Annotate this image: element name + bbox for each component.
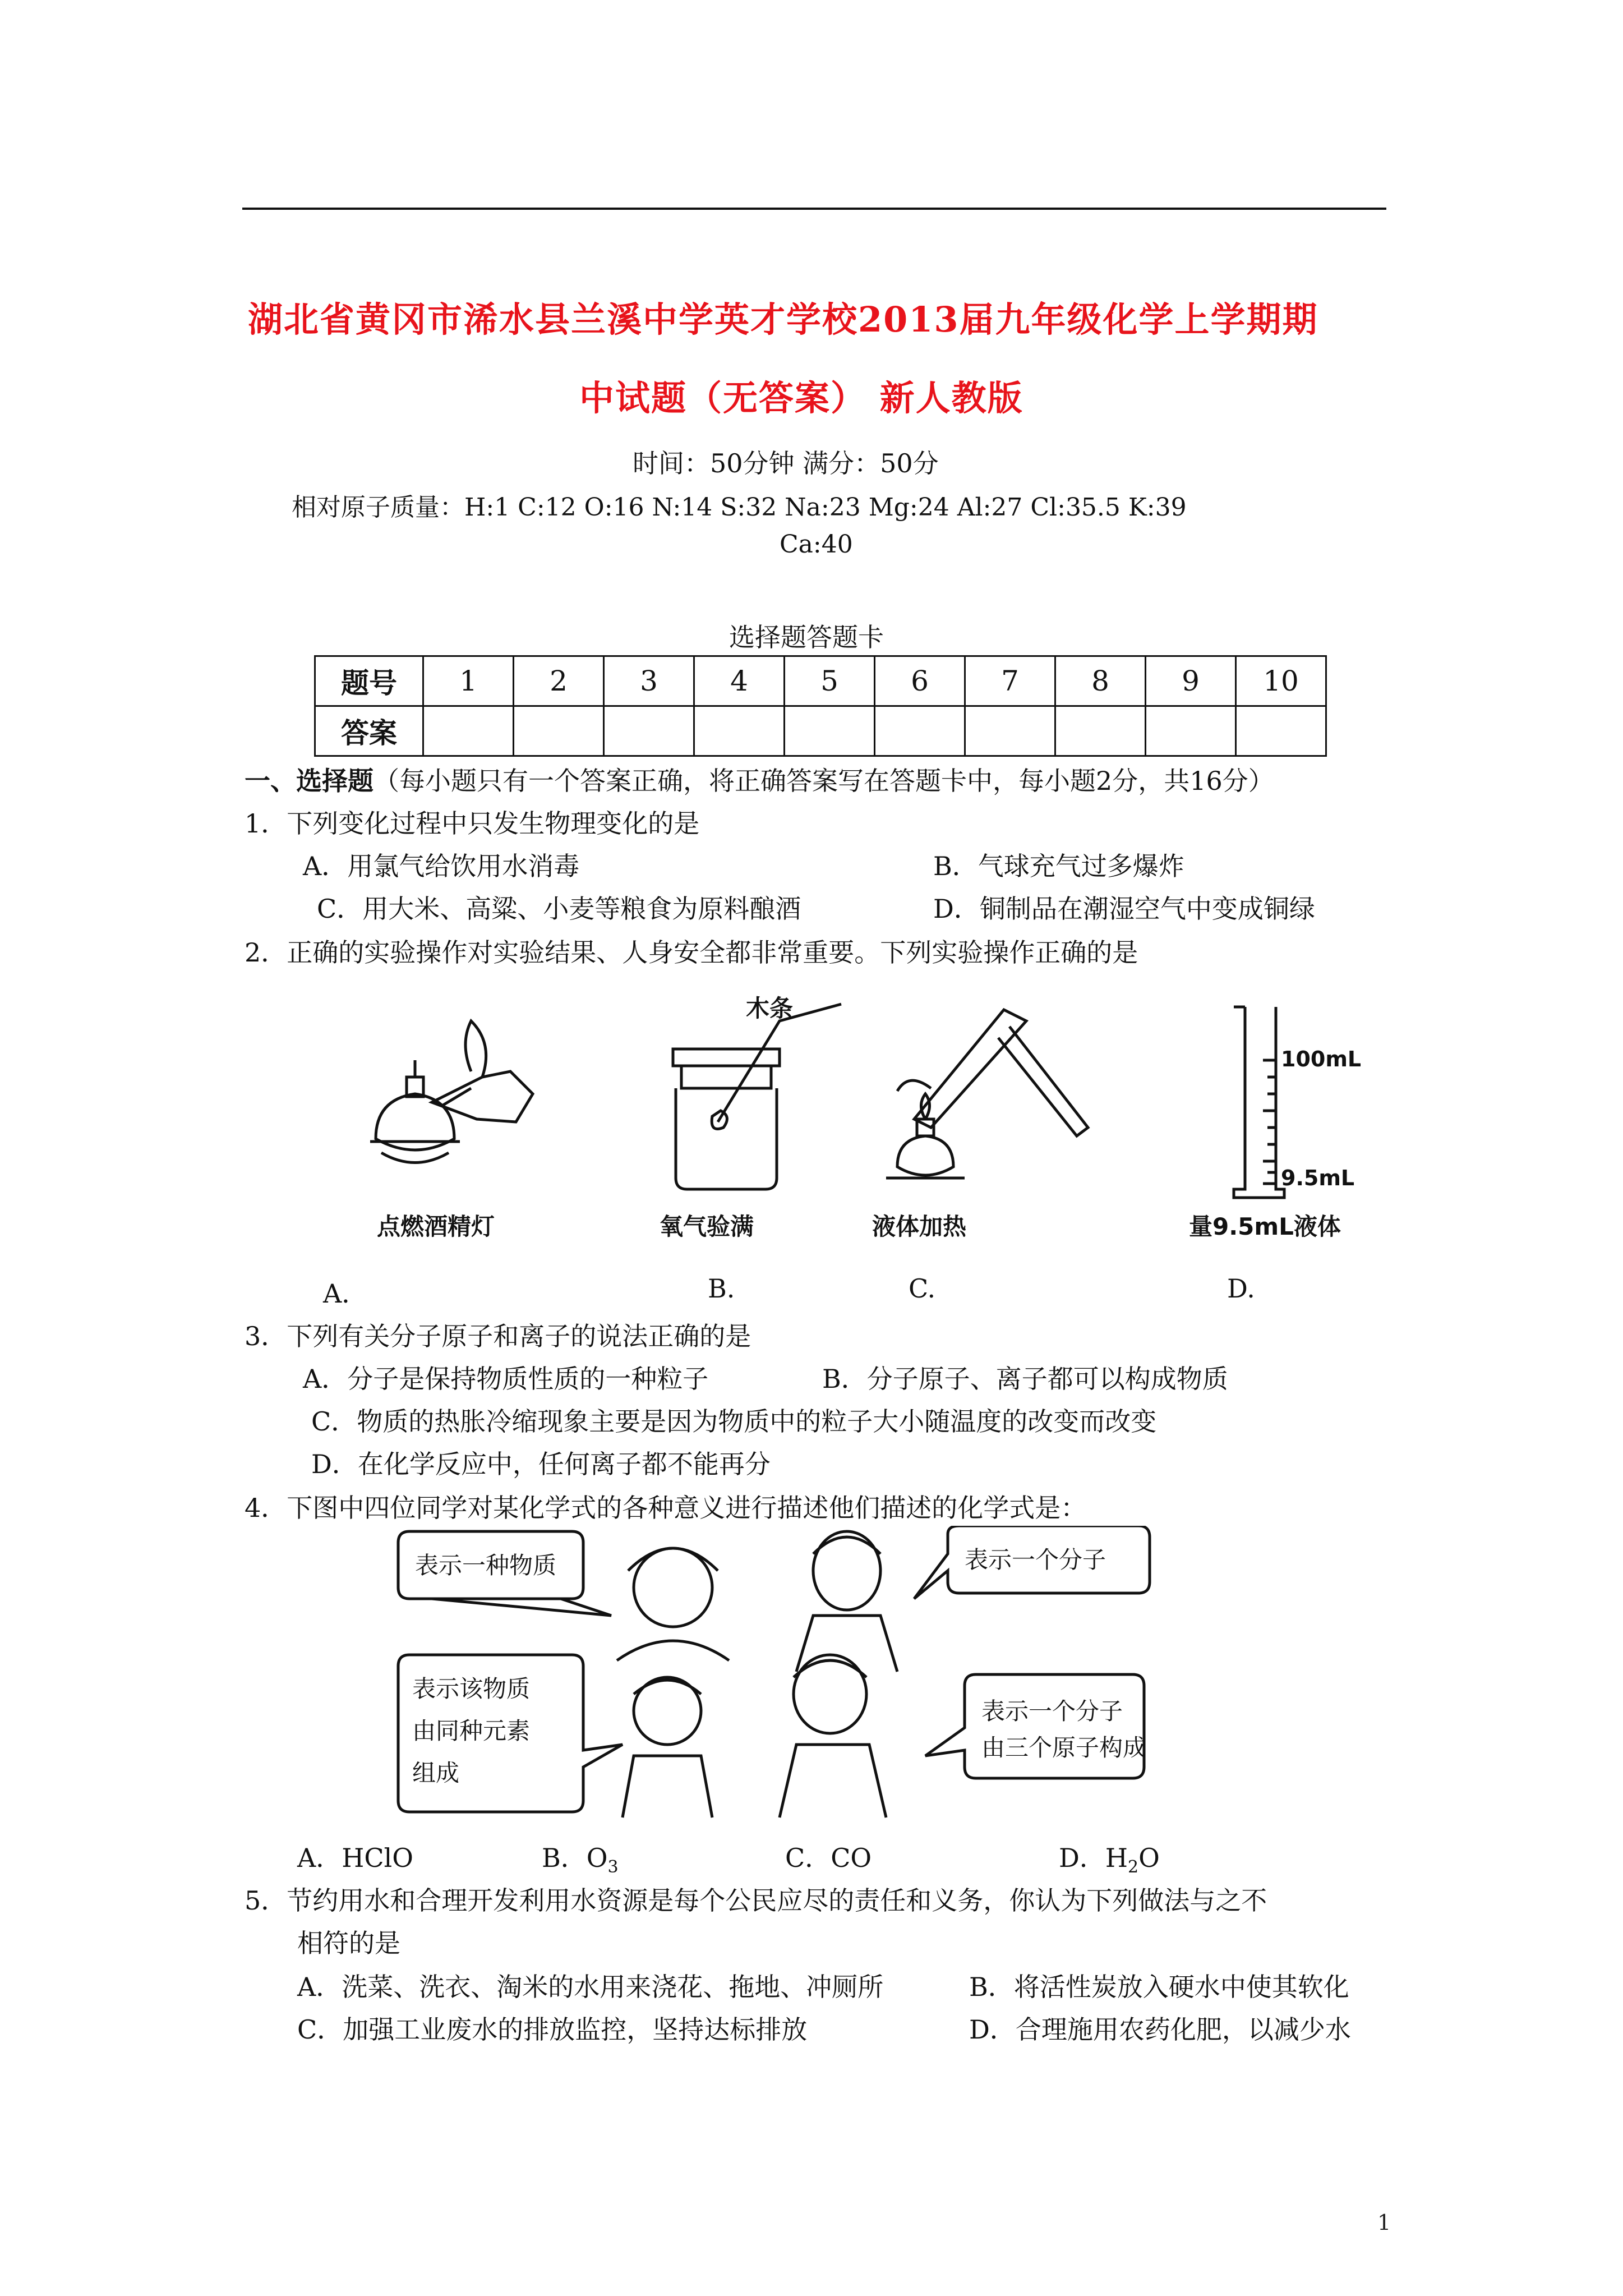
q4-option-b	[542, 1838, 619, 1877]
q3-option-a: A．分子是保持物质性质的一种粒子	[303, 1364, 709, 1394]
q2-option-d: D.	[1227, 1273, 1255, 1304]
number-cell: 6	[875, 656, 965, 706]
answer-header-cell: 答案	[315, 706, 423, 756]
section-1-heading-note: （每小题只有一个答案正确，将正确答案写在答题卡中，每小题2分，共16分）	[374, 766, 1274, 796]
q4-option-b-text: B．O	[542, 1843, 608, 1873]
q2-option-a: A．	[323, 1278, 368, 1309]
answer-cell[interactable]	[1055, 706, 1146, 756]
q4-option-d-subscript: 2	[1128, 1857, 1139, 1878]
answer-card-table	[314, 655, 1327, 757]
q1-option-d: D．铜制品在潮湿空气中变成铜绿	[933, 894, 1315, 924]
title-line-2: 中试题（无答案） 新人教版	[579, 378, 1023, 418]
bubble-2-text: 表示一个分子	[965, 1546, 1106, 1573]
q2-stem: 2．正确的实验操作对实验结果、人身安全都非常重要。下列实验操作正确的是	[245, 937, 1138, 968]
answer-cell[interactable]	[965, 706, 1055, 756]
title-line-1: 湖北省黄冈市浠水县兰溪中学英才学校2013届九年级化学上学期期	[248, 299, 1318, 340]
bubble-4-text-line-1: 表示一个分子	[981, 1697, 1123, 1725]
heating-liquid-figure	[864, 999, 1099, 1200]
figure-d-caption: 量9.5mL液体	[1189, 1213, 1341, 1240]
q5-option-b: B．将活性炭放入硬水中使其软化	[969, 1972, 1349, 2002]
bubble-4-text-line-2: 由三个原子构成	[981, 1734, 1147, 1761]
q4-option-b-subscript: 3	[607, 1857, 619, 1878]
q1-option-b: B．气球充气过多爆炸	[933, 851, 1184, 881]
q3-option-c: C．物质的热胀冷缩现象主要是因为物质中的粒子大小随温度的改变而改变	[311, 1406, 1157, 1437]
answer-cell[interactable]	[1146, 706, 1236, 756]
q3-option-b: B．分子原子、离子都可以构成物质	[822, 1364, 1228, 1394]
q5-stem-line-1: 5．节约用水和合理开发利用水资源是每个公民应尽的责任和义务，你认为下列做法与之不	[245, 1885, 1267, 1916]
q2-option-b: B.	[708, 1273, 735, 1304]
q4-option-d	[1059, 1838, 1160, 1877]
q1-stem: 1．下列变化过程中只发生物理变化的是	[245, 808, 700, 839]
number-cell: 4	[694, 656, 785, 706]
number-cell: 1	[423, 656, 514, 706]
number-cell: 8	[1055, 656, 1146, 706]
bubble-3-text-line-3: 组成	[412, 1759, 460, 1787]
bubble-3-text-line-2: 由同种元素	[412, 1717, 531, 1745]
q5-option-d: D．合理施用农药化肥，以减少水	[969, 2014, 1351, 2045]
answer-cell[interactable]	[1236, 706, 1326, 756]
bubble-1-text: 表示一种物质	[415, 1552, 557, 1579]
q3-option-d: D．在化学反应中，任何离子都不能再分	[311, 1449, 771, 1479]
section-1-heading-label: 一、选择题	[245, 766, 374, 796]
figure-a-caption: 点燃酒精灯	[377, 1213, 495, 1240]
time-score: 时间：50分钟 满分：50分	[633, 448, 939, 478]
students-speech-figure	[387, 1526, 1161, 1829]
answer-cell[interactable]	[694, 706, 785, 756]
q3-stem: 3．下列有关分子原子和离子的说法正确的是	[245, 1321, 751, 1351]
q4-option-c: C．CO	[785, 1843, 872, 1873]
q4-stem: 4．下图中四位同学对某化学式的各种意义进行描述他们描述的化学式是：	[245, 1493, 1087, 1523]
answer-cell[interactable]	[423, 706, 514, 756]
bubble-3-text-line-1: 表示该物质	[412, 1675, 531, 1703]
cylinder-bottom-label: 9.5mL	[1281, 1166, 1355, 1190]
q4-option-d-text: D．H	[1059, 1843, 1128, 1873]
atomic-mass-line-2: Ca:40	[780, 530, 853, 559]
cylinder-top-label: 100mL	[1281, 1047, 1362, 1071]
answer-cell[interactable]	[514, 706, 604, 756]
figure-b-stick-label: 木条	[746, 995, 794, 1022]
page-number: 1	[1377, 2210, 1391, 2235]
number-cell: 2	[514, 656, 604, 706]
answer-card-number-row	[315, 656, 1326, 706]
q5-stem-line-2: 相符的是	[297, 1928, 400, 1958]
figure-c-caption: 液体加热	[872, 1213, 967, 1240]
number-cell: 9	[1146, 656, 1236, 706]
lighting-alcohol-lamp-figure	[359, 1010, 550, 1195]
section-1-heading	[245, 761, 1274, 798]
q2-option-c: C.	[909, 1273, 936, 1304]
answer-cell[interactable]	[604, 706, 694, 756]
q4-option-d-text-end: O	[1138, 1843, 1160, 1873]
answer-card-caption: 选择题答题卡	[729, 622, 884, 652]
q1-option-a: A．用氯气给饮用水消毒	[303, 851, 580, 881]
number-cell: 7	[965, 656, 1055, 706]
number-cell: 3	[604, 656, 694, 706]
number-header-cell: 题号	[315, 656, 423, 706]
answer-cell[interactable]	[785, 706, 875, 756]
q4-option-a: A．HClO	[297, 1843, 413, 1873]
figure-b-caption: 氧气验满	[660, 1213, 754, 1240]
number-cell: 5	[785, 656, 875, 706]
q1-option-c: C．用大米、高粱、小麦等粮食为原料酿酒	[317, 894, 801, 924]
answer-cell[interactable]	[875, 706, 965, 756]
q5-option-a: A．洗菜、洗衣、淘米的水用来浇花、拖地、冲厕所	[297, 1972, 884, 2002]
atomic-mass-line-1: 相对原子质量：H:1 C:12 O:16 N:14 S:32 Na:23 Mg:24 Al:27 Cl:35.5 K:39	[292, 493, 1187, 522]
number-cell: 10	[1236, 656, 1326, 706]
top-rule	[242, 208, 1386, 210]
answer-card-answer-row	[315, 706, 1326, 756]
q5-option-c: C．加强工业废水的排放监控，坚持达标排放	[297, 2014, 808, 2045]
